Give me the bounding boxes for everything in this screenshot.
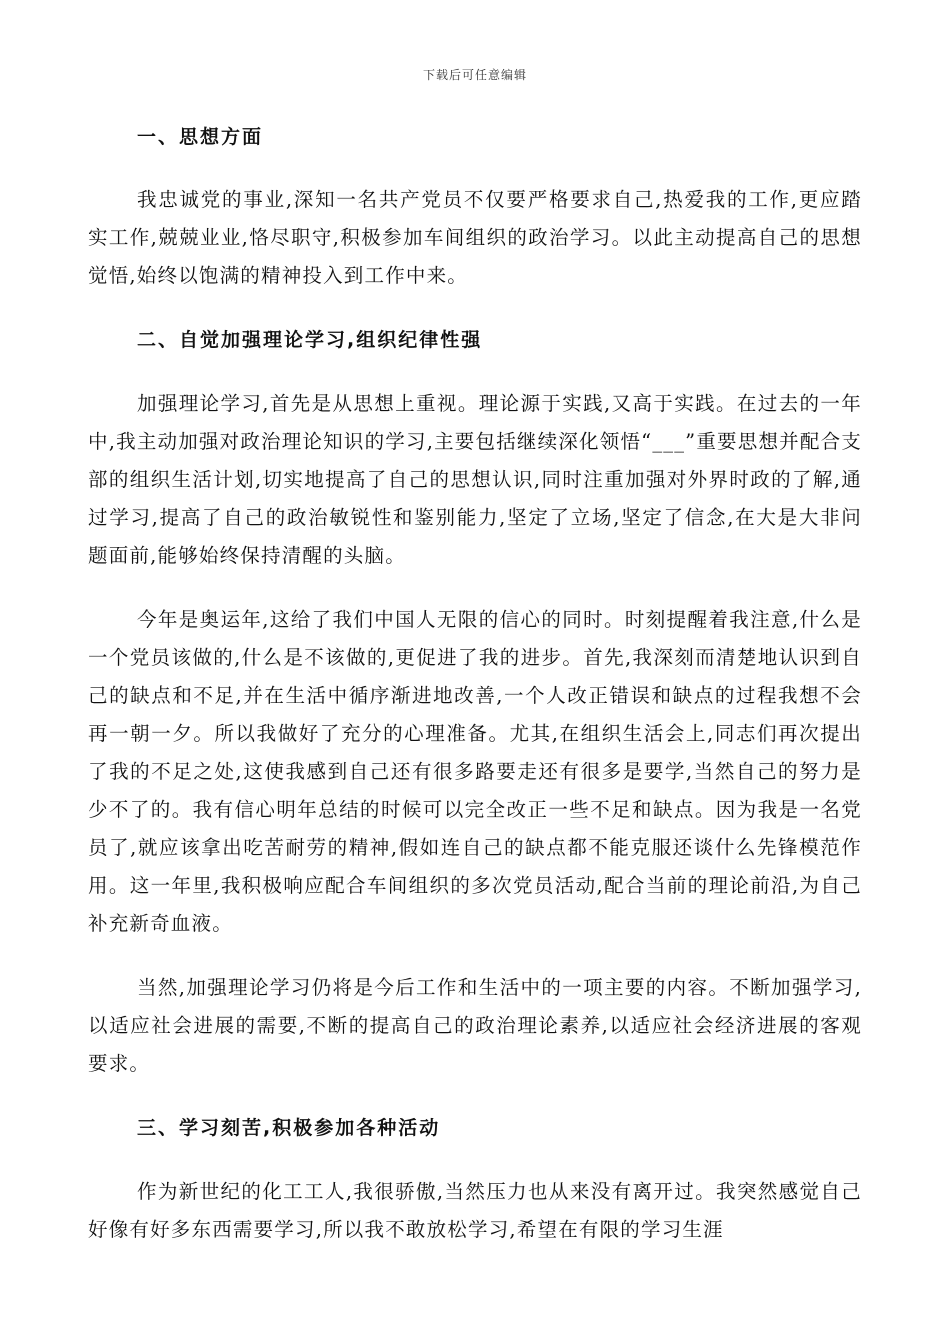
document-body (88, 115, 862, 1249)
section-heading-2: 二、自觉加强理论学习,组织纪律性强 (137, 329, 483, 351)
paragraph: 加强理论学习,首先是从思想上重视。理论源于实践,又高于实践。在过去的一年中,我主动加强对政治理论知识的学习,主要包括继续深化领悟“___”重要思想并配合支部的组织生活计划,切实地提高了自己的思想认识,同时注重加强对外界时政的了解,通过学习,提高了自己的政治敏锐性和鉴别能力,坚定了立场,坚定了信念,在大是大非问题面前,能够始终保持清醒的头脑。 (88, 392, 862, 567)
paragraph: 作为新世纪的化工工人,我很骄傲,当然压力也从来没有离开过。我突然感觉自己好像有好多东西需要学习,所以我不敢放松学习,希望在有限的学习生涯 (88, 1180, 862, 1241)
paragraph: 当然,加强理论学习仍将是今后工作和生活中的一项主要的内容。不断加强学习,以适应社会进展的需要,不断的提高自己的政治理论素养,以适应社会经济进展的客观要求。 (88, 976, 862, 1075)
paragraph: 我忠诚党的事业,深知一名共产党员不仅要严格要求自己,热爱我的工作,更应踏实工作,兢兢业业,恪尽职守,积极参加车间组织的政治学习。以此主动提高自己的思想觉悟,始终以饱满的精神投入到工作中来。 (88, 188, 862, 287)
paragraph: 今年是奥运年,这给了我们中国人无限的信心的同时。时刻提醒着我注意,什么是一个党员该做的,什么是不该做的,更促进了我的进步。首先,我深刻而清楚地认识到自己的缺点和不足,并在生活中循序渐进地改善,一个人改正错误和缺点的过程我想不会再一朝一夕。所以我做好了充分的心理准备。尤其,在组织生活会上,同志们再次提出了我的不足之处,这使我感到自己还有很多路要走还有很多是要学,当然自己的努力是少不了的。我有信心明年总结的时候可以完全改正一些不足和缺点。因为我是一名党员了,就应该拿出吃苦耐劳的精神,假如连自己的缺点都不能克服还谈什么先锋模范作用。这一年里,我积极响应配合车间组织的多次党员活动,配合当前的理论前沿,为自己补充新奇血液。 (88, 608, 862, 935)
header-note: 下载后可任意编辑 (422, 68, 527, 82)
section-heading-1: 一、思想方面 (137, 126, 264, 148)
section-heading-3: 三、学习刻苦,积极参加各种活动 (137, 1117, 441, 1139)
